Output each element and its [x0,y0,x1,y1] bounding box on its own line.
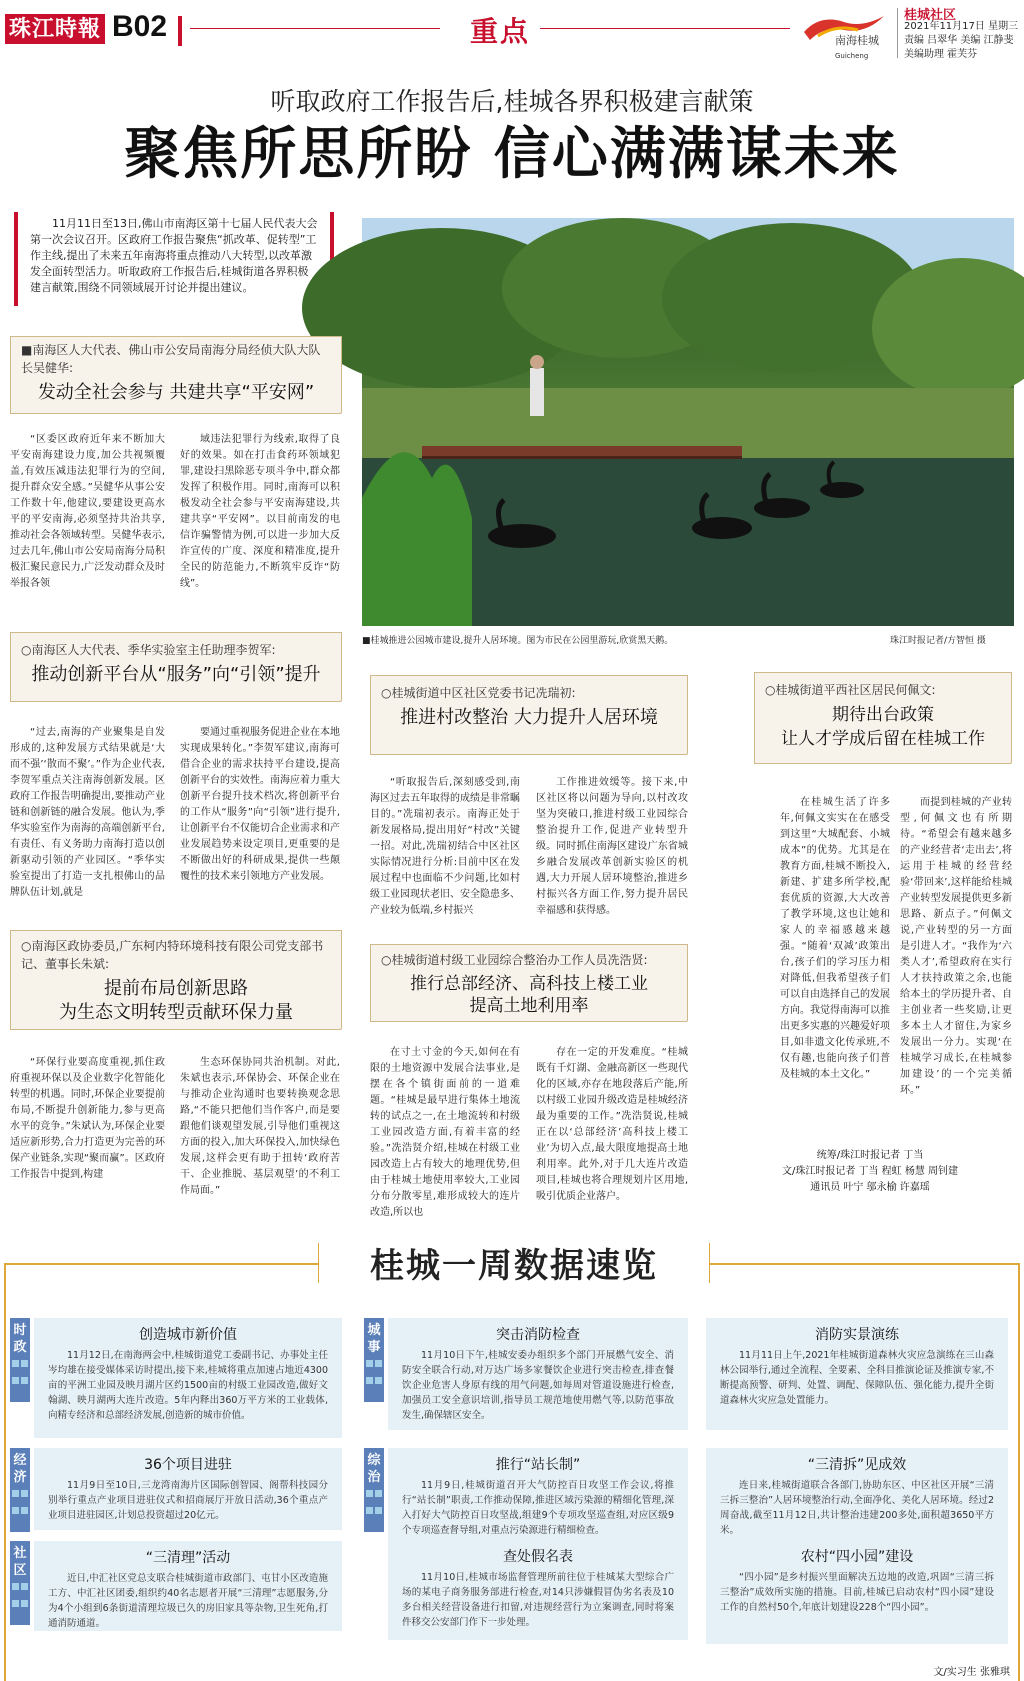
news-text: 11月11日上午,2021年桂城街道森林火灾应急演练在三山森林公园举行,通过全流程、全要素、全科目推演论证及推演专家,不断提高预警、研判、处置、调配、保障队伍、强化能力,提升全街道森林火灾应急处置能力。 [720,1350,994,1406]
news-title: 36个项目进驻 [144,1457,232,1473]
newspaper-logo: 珠江時報 [5,14,105,44]
profile-body-col2: 要通过重视服务促进企业在本地实现成果转化。”李贺军建议,南海可借合企业的需求扶持平台建设,提高创新平台的实效性。南海应着力重大创新平台提升技术档次,将创新平台的工作从“服务”向“引领”进行提升,让创新平台不仅能切合企业需求和产业发展趋势来设定项目,更重要的是不断做出好的科研成果,提供一些颠覆性的技术来引领地方产业发展。 [180,727,340,882]
category-tag-governance [364,1448,384,1532]
news-item-group [706,1448,1008,1644]
category-tag-city [364,1318,384,1402]
profile-card-xian-haoxian [370,944,688,1022]
category-tag-politics [10,1318,30,1402]
profile-title: 提前布局创新思路 为生态文明转型贡献环保力量 [59,978,293,1023]
logo-text [835,32,879,61]
news-item [34,1448,342,1530]
news-item [34,1541,342,1631]
profile-title: 推动创新平台从“服务”向“引领”提升 [31,664,321,685]
credit-line: 通讯员 叶宁 邬永榆 许嘉瑶 [810,1182,930,1193]
news-text: 连日来,桂城街道联合各部门,协助东区、中区社区开展“三清三拆三整治”人居环境整治行动,全面净化、美化人居环境。经过2周奋战,截至11月12日,共计整治违建200多处,面积超3650平方米。 [720,1480,994,1536]
issue-date: 2021年11月17日 星期三 [904,21,1019,32]
article-credits [730,1148,1010,1196]
park-photo [362,218,1014,626]
profile-title: 期待出台政策 让人才学成后留在桂城工作 [781,705,985,749]
news-title: “三清理”活动 [145,1550,231,1566]
header-divider [178,16,182,46]
news-text: 11月9日至10日,三龙湾南海片区国际创智园、阁帮科技园分别举行重点产业项目进驻仪式和招商展厅开放日活动,36个重点产业项目进驻园区,计划总投资超过20亿元。 [48,1480,328,1521]
header-rule-left [190,28,440,29]
profile-body-col1: “区委区政府近年来不断加大平安南海建设力度,加公共视频覆盖,有效压减违法犯罪行为的空间,提升群众安全感。”吴健华从事公安工作数十年,他建议,要建设更高水平的平安南海,必须坚持共治共享,推动社会各领域转型。吴健华表示,过去几年,佛山市公安局南海分局积极汇聚民意民力,广泛发动群众及时举报各领 [10,434,165,589]
category-tag-community [10,1541,30,1625]
news-title: 消防实景演练 [815,1327,899,1343]
profile-speaker: ○桂城街道中区社区党委书记冼瑞初: [381,686,576,700]
news-text: 11月12日,在南海两会中,桂城街道党工委副书记、办事处主任岑均雄在接受媒体采访时提出,接下来,桂城将重点加速占地近4300亩的平洲工业园及映月湖片区约1500亩的村级工业园改造,做好文翰湖、映月湖两大连片改造。5年内释出360万平方米的工业载体,向精专经济和总部经济发展,创造新的城市价值。 [48,1350,328,1421]
news-text: “四小园”是乡村振兴里面解决五边地的改造,巩固“三清三拆三整治”成效所实施的措施。目前,桂城已启动农村“四小园”建设工作的自然村50个,年底计划建设228个“四小园”。 [720,1572,994,1613]
photo-credit: 珠江时报记者/方智恒 摄 [890,636,986,646]
logo-name: 南海桂城 [835,34,879,47]
profile-speaker: ■南海区人大代表、佛山市公安局南海分局经侦大队大队长吴健华: [21,343,321,375]
profile-body-col2: 生态环保协同共治机制。对此,朱斌也表示,环保协会、环保企业在与推动企业沟通时也要转换观念思路,“不能只把他们当作客户,而是要跟他们谈观望发展,引导他们重视这方面的投入,加大环保投入,加快绿色发展,这样会更有助于扭转‘政府苦干、企业推脱、基层观望’的不利工作局面。” [180,1057,340,1196]
photo-caption: ■桂城推进公园城市建设,提升人居环境。图为市民在公园里游玩,欣赏黑天鹅。 [362,636,674,646]
profile-body-col1: 在桂城生活了许多年,何佩文实实在在感受到这里“大城配套、小城成本”的优势。尤其是在教育方面,桂城不断投入,新建、扩建多所学校,配套优质的资源,大大改善了教学环境,这也让她和家人的幸福感越来越强。“随着‘双减’政策出台,孩子们的学习压力相对降低,但我希望孩子们可以自由选择自己的发展方向。我觉得南海可以推出更多实惠的兴趣爱好项目,如非遗文化传承班,不仅有趣,也能向孩子们普及桂城的本土文化。” [780,797,890,1080]
news-item [706,1318,1008,1430]
page-number: B02 [112,10,168,43]
editors: 责编 吕翠华 美编 江静斐 [904,35,1014,46]
profile-body-col2: 工作推进效缓等。接下来,中区社区将以问题为导向,以村改攻坚为突破口,推进村级工业园综合整治提升工作,促进产业转型升级。同时抓住南海区建设广东省城乡融合发展改革创新实验区的机遇,大力开展人居环境整治,推进乡村振兴各方面工作,努力提升居民幸福感和获得感。 [536,777,688,916]
header-rule-right [540,28,790,29]
credit-line: 统筹/珠江时报记者 丁当 [816,1150,924,1161]
profile-card-xian-ruichu [370,675,688,755]
kicker: 听取政府工作报告后,桂城各界积极建言献策 [270,87,754,116]
news-title: 查处假名表 [503,1549,573,1565]
profile-body-col1: 在寸土寸金的今天,如何在有限的土地资源中发展合法事业,是摆在各个镇街面前的一道难题。“桂城是最早进行集体土地流转的试点之一,在土地流转和村级工业园改造方面,有着丰富的经验。”冼浩贤介绍,桂城在村级工业园改造上占有较大的地理优势,但由于桂城土地使用率较大,工业园分布分散零星,难形成较大的连片改造,所以也 [370,1047,520,1218]
category-label: 社区 [13,1546,27,1578]
profile-speaker: ○桂城街道平西社区居民何佩文: [765,683,936,697]
profile-title: 发动全社会参与 共建共享“平安网” [37,382,315,403]
news-title: 创造城市新价值 [139,1327,237,1343]
news-text: 11月10日,桂城市场监督管理所前往位于桂城某大型综合广场的某电子商务服务部进行检查,对14只涉嫌假冒伪劣名表及10多台相关经营设备进行扣留,对违规经营行为立案调查,同时将案件移交公安部门作下一步处理。 [402,1572,674,1628]
profile-title: 推进村改整治 大力提升人居环境 [400,707,658,728]
lead-paragraph: 11月11日至13日,佛山市南海区第十七届人民代表大会第一次会议召开。区政府工作报告聚焦“抓改革、促转型”工作主线,提出了未来五年南海将重点推动八大转型,以改革激发全面转型活力。听取政府工作报告后,桂城街道各界积极建言献策,围绕不同领域展开讨论并提出建议。 [14,212,334,306]
profile-body-col1: “环保行业要高度重视,抓住政府重视环保以及企业数字化智能化转型的机遇。同时,环保企业要提前布局,不断提升创新能力,参与更高水平的竞争。”朱斌认为,环保企业要适应新形势,合力打造更为完善的环保产业链条,实现“聚而赢”。区政府工作报告中提到,构建 [10,1057,165,1180]
headline: 聚焦所思所盼 信心满满谋未来 [124,122,900,187]
category-label: 经济 [13,1453,27,1485]
profile-body-col2: 而提到桂城的产业转型,何佩文也有所期待。“希望会有越来越多的产业经营者‘走出去’,将运用于桂城的经营经验‘带回来’,这样能给桂城产业转型发展提供更多新思路、新点子。”何佩文说,产业转型的另一方面是引进人才。“我作为‘六类人才’,希望政府在实行人才扶持政策之余,也能给本土的学历提升者、自主创业者一些奖励,让更多本土人才留住,为家乡发展出一分力。实现‘在桂城学习成长,在桂城参加建设’的一个完美循环。” [900,797,1012,1096]
profile-body-col1: “听取报告后,深刻感受到,南海区过去五年取得的成绩是非常瞩目的。”冼瑞初表示。南海正处于新发展格局,提出用好“村改”关键一招。对此,冼瑞初结合中区社区实际情况进行分析:目前中区在发展过程中也面临不少问题,比如村级工业园现状老旧、安全隐患多、产业较为低端,乡村振兴 [370,777,520,916]
profile-body-col2: 存在一定的开发难度。“桂城既有千灯湖、金融高新区一些现代化的区域,亦存在地段落后产能,所以村级工业园升级改造是桂城经济最为重要的工作。”冼浩贤说,桂城正在以‘总部经济’高科技上楼工业’为切入点,最大限度地提高土地利用率。此外,对于几大连片改造项目,桂城也将合理规划片区用地,吸引优质企业落户。 [536,1047,688,1202]
weekly-credit: 文/实习生 张雅琪 [933,1667,1010,1678]
editor-assistant: 美编助理 霍芙芬 [904,49,978,60]
news-title: 农村“四小园”建设 [800,1549,914,1565]
park-illustration [362,218,1014,626]
logo-subname: Guicheng [835,52,869,60]
profile-card-wu [10,336,342,414]
profile-body-col2: 域违法犯罪行为线索,取得了良好的效果。如在打击食药环领域犯罪,建设扫黑除恶专项斗争中,群众都发挥了积极作用。同时,南海可以积极发动全社会参与平安南海建设,共建共享“平安网”。以目前南发的电信诈骗警情为例,可以进一步加大反诈宣传的广度、深度和精准度,提升全民的防范能力,不断筑牢反诈“防线”。 [180,434,340,589]
category-tag-economy [10,1448,30,1532]
category-label: 综治 [367,1453,381,1485]
profile-body-col1: “过去,南海的产业聚集是自发形成的,这种发展方式结果就是‘大而不强’‘散而不聚’。”作为企业代表,李贺军重点关注南海创新发展。区政府工作报告明确提出,要推动产业链和创新链的融合发展。他认为,季华实验室作为南海的高端创新平台,有责任、有义务助力南海打造以创新驱动引领的产业园区。“季华实验室提出了打造一支扎根佛山的品牌队伍计划,就是 [10,727,165,898]
profile-card-li [10,632,342,702]
section-title: 重点 [470,15,531,48]
credit-line: 文/珠江时报记者 丁当 程虹 杨慧 周钊建 [781,1166,959,1177]
profile-card-zhu [10,930,342,1030]
news-item [388,1318,688,1430]
category-label: 时政 [13,1323,27,1355]
profile-speaker: ○南海区政协委员,广东柯内特环境科技有限公司党支部书记、董事长朱斌: [21,939,324,971]
profile-speaker: ○桂城街道村级工业园综合整治办工作人员冼浩贤: [381,953,648,967]
news-text: 11月9日,桂城街道召开大气防控百日攻坚工作会议,将推行“站长制”职责,工作推动保障,推进区域污染源的精细化管理,深入打好大气防控百日攻坚战,组建9个专项攻坚巡查组,对应区级9个专项巡查督导组,对重点污染源进行精细检查。 [402,1480,674,1536]
profile-card-he [754,672,1012,764]
masthead-separator [897,8,898,58]
news-title: 突击消防检查 [496,1327,580,1343]
news-title: 推行“站长制” [495,1457,581,1473]
news-item [34,1318,342,1438]
weekly-title: 桂城一周数据速览 [370,1246,658,1286]
profile-title: 推行总部经济、高科技上楼工业 提高土地利用率 [410,974,648,1016]
news-item-group [388,1448,688,1640]
profile-speaker: ○南海区人大代表、季华实验室主任助理李贺军: [21,643,276,657]
news-title: “三清拆”见成效 [807,1457,907,1473]
news-text: 近日,中汇社区党总支联合桂城街道市政部门、屯甘小区改造施工方、中汇社区团委,组织约40名志愿者开展“三清理”志愿服务,分为4个小组到6条街道清理垃圾已久的房旧家具等杂物,卫生死角,打通消防通道。 [48,1573,328,1629]
category-label: 城事 [367,1323,381,1355]
news-text: 11月10日下午,桂城安委办组织多个部门开展燃气安全、消防安全联合行动,对万达广场多家餐饮企业进行突击检查,排查餐饮企业危害人身原有线的用气问题,如每周对管道设施进行检查,加强员工安全意识培训,指导员工规范地使用燃气等,以防范事故发生,确保辖区安全。 [402,1350,674,1421]
column-tag: 桂城社区 [904,8,957,23]
